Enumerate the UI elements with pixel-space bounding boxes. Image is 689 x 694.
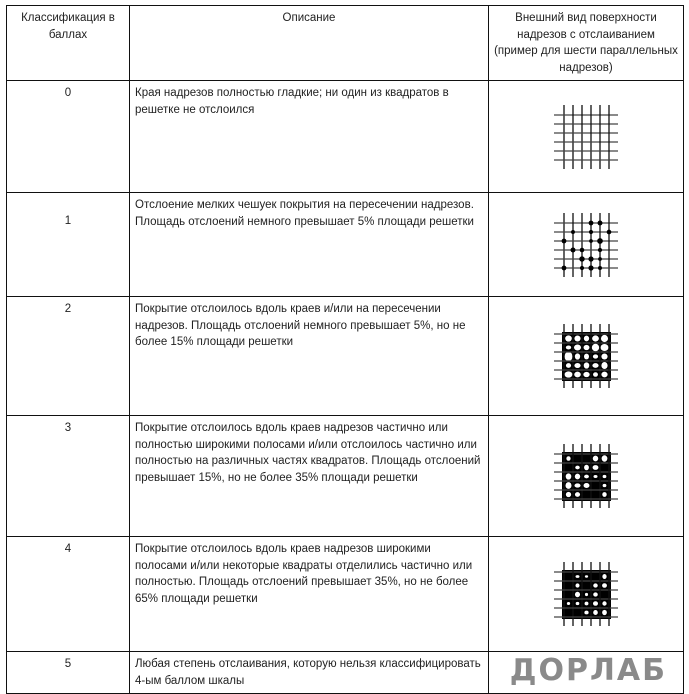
description-cell: Покрытие отслоилось вдоль краев и/или на пересечении надрезов. Площадь отслоений немного превышает 5%, но не более 15% площади решетки	[130, 297, 489, 416]
grade-cell: 4	[7, 537, 130, 652]
grade-cell: 5	[7, 652, 130, 694]
description-cell: Отслоение мелких чешуек покрытия на пересечении надрезов. Площадь отслоений немного превышает 5% площади решетки	[130, 193, 489, 297]
header-grade: Классификация в баллах	[7, 6, 130, 81]
grid-edge-flaking-icon	[548, 318, 624, 394]
description-cell: Любая степень отслаивания, которую нельзя классифицировать 4-ым баллом шкалы	[130, 652, 489, 694]
table-row	[7, 193, 684, 297]
watermark-logo: ДОРЛАБ	[509, 653, 667, 688]
table-row	[7, 81, 684, 193]
grid-no-flaking-icon	[548, 99, 624, 175]
grade-cell: 0	[7, 81, 130, 193]
adhesion-classification-table	[6, 5, 684, 694]
grade-cell: 1	[7, 193, 130, 297]
description-cell: Края надрезов полностью гладкие; ни один из квадратов в решетке не отслоился	[130, 81, 489, 193]
grade-cell: 3	[7, 416, 130, 537]
table-row	[7, 297, 684, 416]
grid-heavy-flaking-icon	[548, 556, 624, 632]
grid-partial-flaking-icon	[548, 438, 624, 514]
header-description: Описание	[130, 6, 489, 81]
grid-small-flakes-icon	[548, 207, 624, 283]
grade-cell: 2	[7, 297, 130, 416]
table-row	[7, 416, 684, 537]
table-row	[7, 537, 684, 652]
header-appearance: Внешний вид поверхности надрезов с отслаиванием (пример для шести параллельных надрезов)	[489, 6, 684, 81]
description-cell: Покрытие отслоилось вдоль краев надрезов широкими полосами и/или некоторые квадраты отделились частично или полностью. Площадь отслоений превышает 35%, но не более 65% площади решетки	[130, 537, 489, 652]
table-header-row	[7, 6, 684, 81]
description-cell: Покрытие отслоилось вдоль краев надрезов частично или полностью широкими полосами и/или отслоилось частично или полностью на различных частях квадратов. Площадь отслоений превышает 15%, но не более 35% площади решетки	[130, 416, 489, 537]
